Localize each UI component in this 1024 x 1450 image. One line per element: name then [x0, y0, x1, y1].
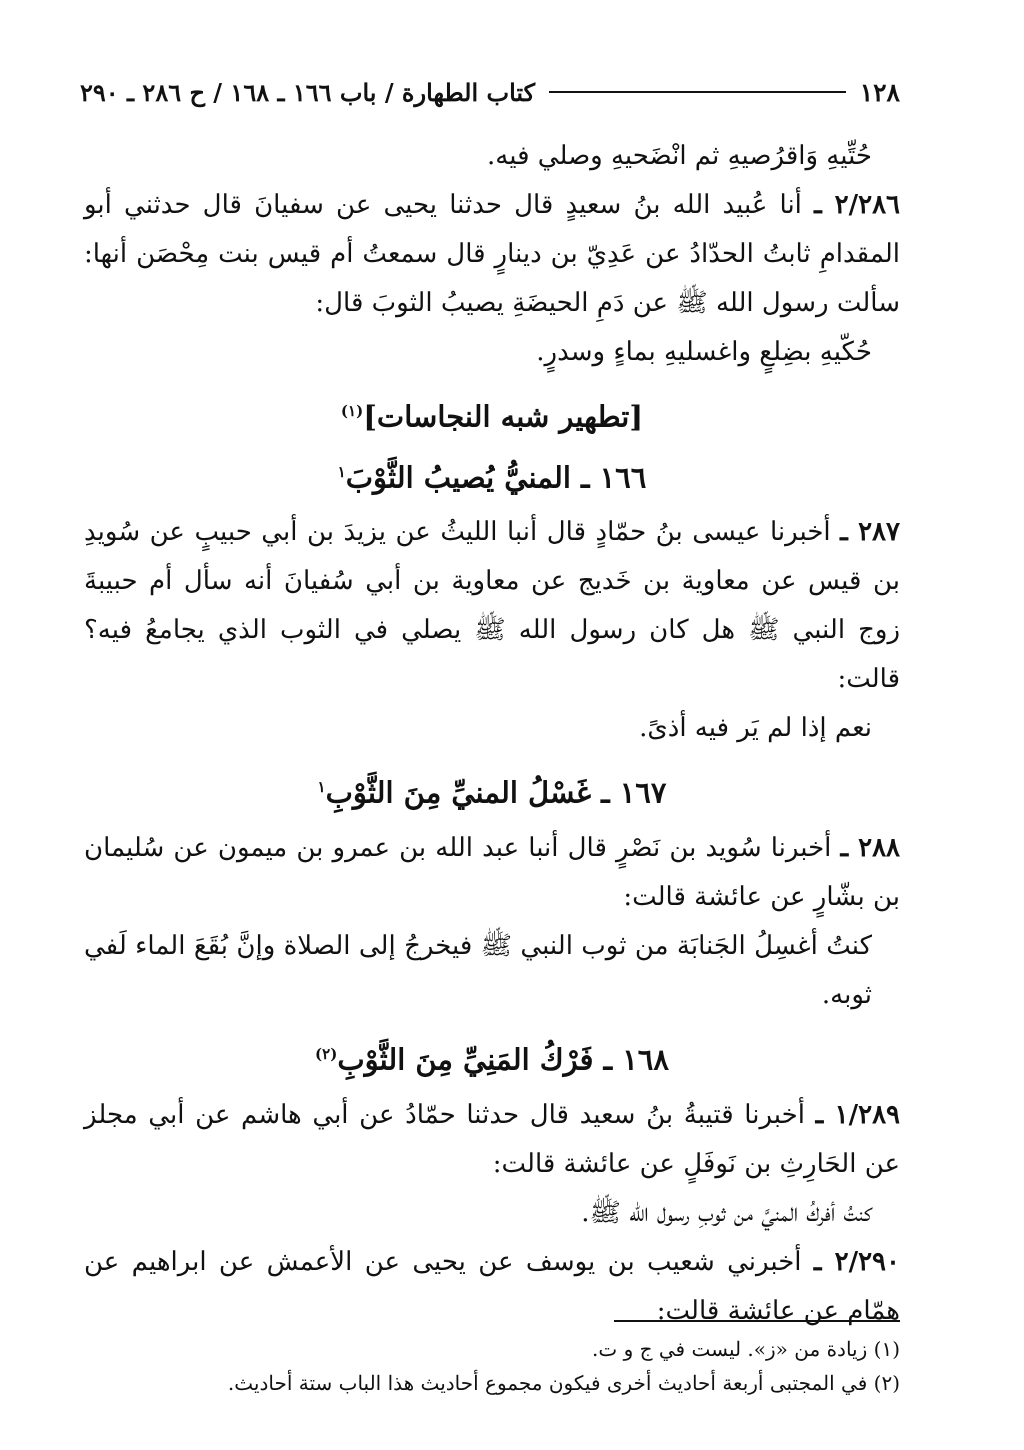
page-header — [80, 72, 900, 112]
hadith-289 — [84, 1091, 900, 1189]
hadith-288 — [84, 824, 900, 922]
reference-mark: ١ — [317, 778, 326, 797]
hadith-text: أخبرني شعيب بن يوسف عن يحيى عن الأعمش عن ابراهيم عن همّام عن عائشة قالت: — [84, 1246, 900, 1326]
header-rule — [549, 91, 846, 93]
hadith-number: ١/٢٨٩ ـ — [815, 1099, 901, 1130]
hadith-text: أخبرنا سُويد بن نَصْرٍ قال أنبا عبد الله بن عمرو بن ميمون عن سُليمان بن بشّارٍ عن عائشة قالت: — [84, 832, 900, 912]
hadith-text: كنتُ أغسِلُ الجَنابَة من ثوب النبي ﷺ فيخرجُ إلى الصلاة وإنَّ بُقَعَ الماء لَفي ثوبه. — [84, 930, 872, 1010]
footnotes — [84, 1332, 900, 1400]
section-heading — [84, 387, 900, 442]
hadith-continuation — [84, 132, 900, 181]
hadith-286 — [84, 181, 900, 328]
heading-text: ١٦٧ ـ غَسْلُ المنيِّ مِنَ الثَّوْبِ — [325, 775, 667, 810]
hadith-text: كنتُ أفركُ المنيَّ من ثوبِ رسول الله ﷺ. — [581, 1197, 872, 1228]
footnote-2: (٢) في المجتبى أربعة أحاديث أخرى فيكون مجموع أحاديث هذا الباب ستة أحاديث. — [227, 1371, 900, 1395]
chapter-heading-166 — [84, 448, 900, 503]
running-title: كتاب الطهارة / باب ١٦٦ ـ ١٦٨ / ح ٢٨٦ ـ ٢٩٠ — [80, 77, 536, 107]
reference-mark: ١ — [337, 462, 346, 481]
heading-text: [تطهير شبه النجاسات] — [363, 399, 644, 434]
hadith-289-quote — [84, 1189, 900, 1238]
hadith-text: أخبرنا عيسى بنُ حمّادٍ قال أنبا الليثُ عن يزيدَ بن أبي حبيبٍ عن سُويدِ بن قيس عن معاوية بن خَديج عن معاوية بن أبي سُفيانَ أنه سأل أم حبيبةَ زوج النبي ﷺ هل كان رسول الله ﷺ يصلي في الثوب الذي يجامعُ فيه؟ قالت: — [84, 517, 900, 695]
hadith-number: ٢/٢٨٦ ـ — [814, 190, 901, 220]
hadith-number: ٢٨٧ ـ — [840, 517, 900, 548]
footnote-1: (١) زيادة من «ز». ليست في ج و ت. — [592, 1337, 900, 1361]
footnote-ref: (٢) — [315, 1044, 338, 1063]
page-number: ١٢٨ — [859, 77, 900, 107]
hadith-text: أخبرنا قتيبةُ بنُ سعيد قال حدثنا حمّادُ عن أبي هاشم عن أبي مجلز عن الحَارِثِ بن نَوفَلٍ عن عائشة قالت: — [84, 1099, 900, 1179]
hadith-text: حُتِّيهِ وَاقرُصيهِ ثم انْضَحيهِ وصلي فيه. — [487, 141, 872, 171]
footnote-ref: (١) — [340, 402, 364, 420]
hadith-288-quote — [84, 922, 900, 1020]
hadith-287-quote — [84, 704, 900, 753]
hadith-number: ٢/٢٩٠ ـ — [813, 1246, 900, 1277]
page-body — [84, 132, 900, 1336]
hadith-text: نعم إذا لم يَر فيه أذىً. — [639, 713, 872, 744]
footnote-separator — [614, 1320, 900, 1322]
hadith-number: ٢٨٨ ـ — [840, 832, 901, 863]
hadith-text: أنا عُبيد الله بنُ سعيدٍ قال حدثنا يحيى عن سفيانَ قال حدثني أبو المقدامِ ثابتُ الحدّادُ عن عَدِيّ بن دينارٍ قال سمعتُ أم قيس بنت مِحْصَن أنها: سألت رسول الله ﷺ عن دَمِ الحيضَةِ يصيبُ الثوبَ قال: — [84, 190, 900, 318]
heading-text: ١٦٦ ـ المنيُّ يُصيبُ الثَّوْبَ — [345, 460, 647, 495]
hadith-text: حُكّيهِ بضِلعٍ واغسليهِ بماءٍ وسدرٍ. — [536, 337, 872, 367]
heading-text: ١٦٨ ـ فَرْكُ المَنِيِّ مِنَ الثَّوْبِ — [337, 1042, 669, 1077]
hadith-287 — [84, 508, 900, 704]
chapter-heading-168 — [84, 1030, 900, 1085]
hadith-286-quote — [84, 328, 900, 377]
chapter-heading-167 — [84, 763, 900, 818]
